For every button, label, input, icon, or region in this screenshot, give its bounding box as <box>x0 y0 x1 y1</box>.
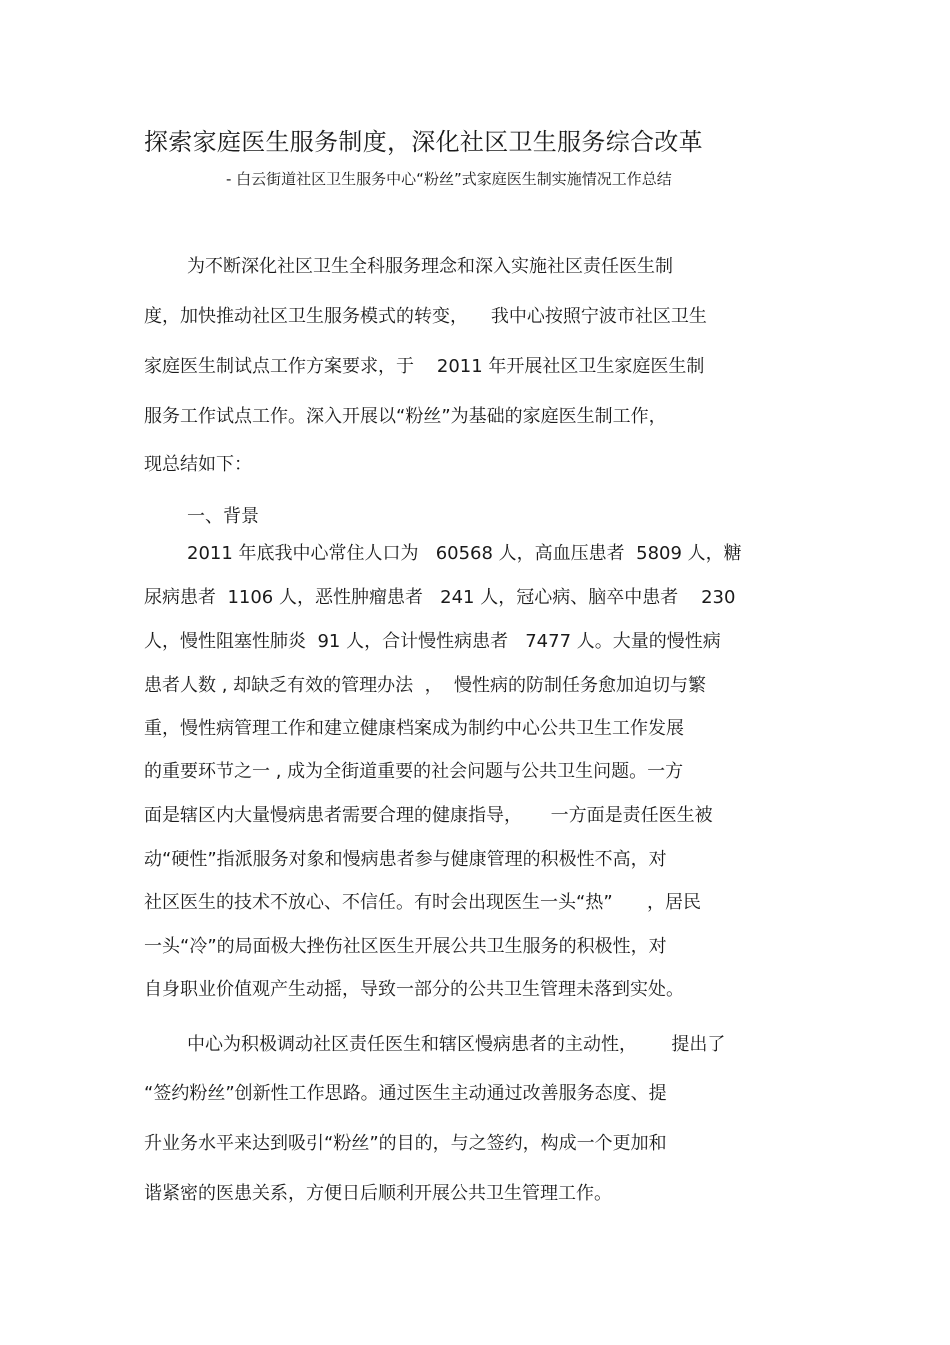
plan-line: 中心为积极调动社区责任医生和辖区慢病患者的主动性， 提出了 <box>187 1034 726 1055</box>
background-line: 面是辖区内大量慢病患者需要合理的健康指导， 一方面是责任医生被 <box>144 805 713 826</box>
background-line: 2011 年底我中心常住人口为 60568 人，高血压患者 5809 人，糖 <box>187 543 742 564</box>
background-line: 人，慢性阻塞性肺炎 91 人，合计慢性病患者 7477 人。大量的慢性病 <box>144 631 721 652</box>
background-line: 重，慢性病管理工作和建立健康档案成为制约中心公共卫生工作发展 <box>144 718 684 739</box>
intro-line: 现总结如下： <box>144 454 252 475</box>
section-heading-background: 一、背景 <box>187 506 259 527</box>
background-line: 自身职业价值观产生动摇，导致一部分的公共卫生管理未落到实处。 <box>144 979 684 1000</box>
intro-line: 度，加快推动社区卫生服务模式的转变， 我中心按照宁波市社区卫生 <box>144 306 707 327</box>
plan-line: “签约粉丝”创新性工作思路。通过医生主动通过改善服务态度、提 <box>144 1083 667 1104</box>
background-line: 患者人数 , 却缺乏有效的管理办法 ， 慢性病的防制任务愈加迫切与繁 <box>144 675 707 696</box>
plan-line: 谐紧密的医患关系，方便日后顺利开展公共卫生管理工作。 <box>144 1183 612 1204</box>
background-line: 动“硬性”指派服务对象和慢病患者参与健康管理的积极性不高，对 <box>144 849 667 870</box>
plan-line: 升业务水平来达到吸引“粉丝”的目的，与之签约，构成一个更加和 <box>144 1133 667 1154</box>
document-subtitle: - 白云街道社区卫生服务中心“粉丝”式家庭医生制实施情况工作总结 <box>226 170 672 188</box>
intro-line: 家庭医生制试点工作方案要求，于 2011 年开展社区卫生家庭医生制 <box>144 356 705 377</box>
background-line: 的重要环节之一 , 成为全街道重要的社会问题与公共卫生问题。一方 <box>144 761 684 782</box>
background-line: 尿病患者 1106 人，恶性肿瘤患者 241 人，冠心病、脑卒中患者 230 <box>144 587 736 608</box>
intro-line: 为不断深化社区卫生全科服务理念和深入实施社区责任医生制 <box>187 256 673 277</box>
document-title: 探索家庭医生服务制度，深化社区卫生服务综合改革 <box>144 128 703 156</box>
background-line: 一头“冷”的局面极大挫伤社区医生开展公共卫生服务的积极性，对 <box>144 936 667 957</box>
intro-line: 服务工作试点工作。深入开展以“粉丝”为基础的家庭医生制工作， <box>144 406 667 427</box>
background-line: 社区医生的技术不放心、不信任。有时会出现医生一头“热” ，居民 <box>144 892 701 913</box>
